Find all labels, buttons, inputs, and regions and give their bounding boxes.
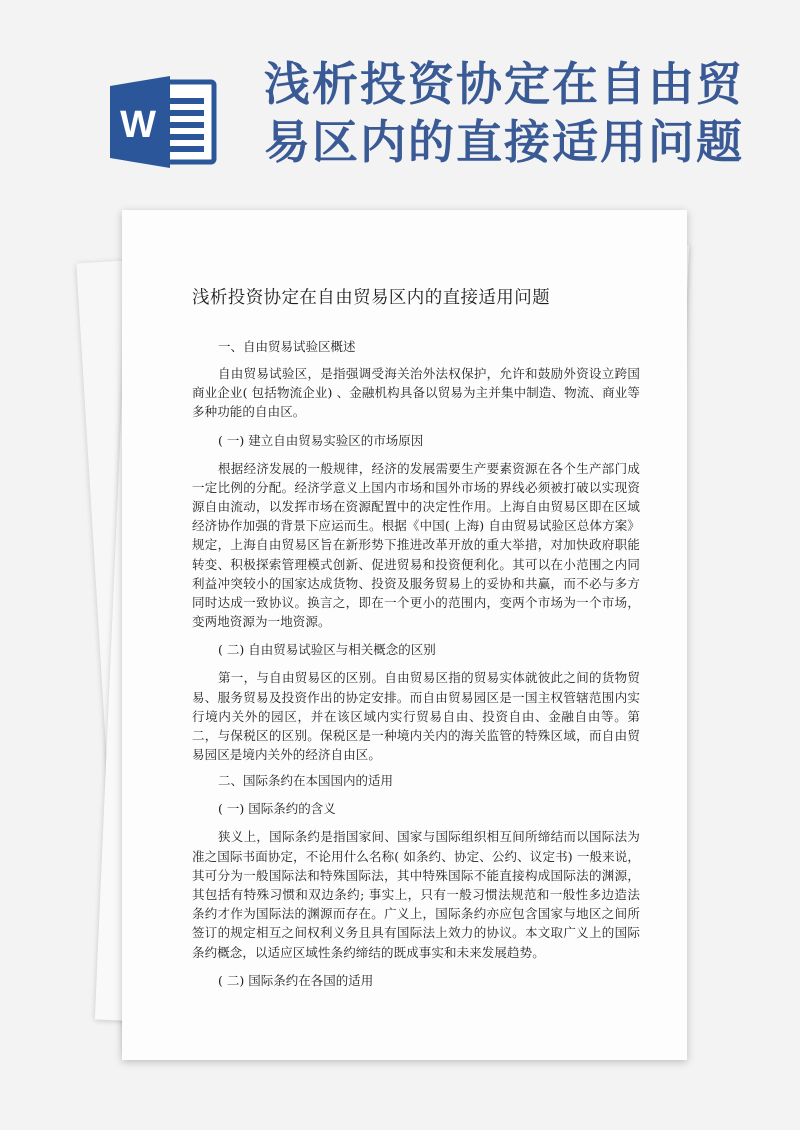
header-title xyxy=(264,55,784,171)
subsection-heading: ( 二) 国际条约在各国的适用 xyxy=(218,972,374,988)
paragraph: 根据经济发展的一般规律，经济的发展需要生产要素资源在各个生产部门成一定比例的分配。经济学意义上国内市场和国外市场的界线必须被打破以实现资源自由流动，以发挥市场在资源配置中的决定性作用。上海自由贸易区即在区域经济协作加强的背景下应运而生。根据《中国( 上海) 自由贸易试验区总体方案》规定，上海自由贸易区旨在新形势下推进改革开放的重大举措，对加快政府职能转变、积极探索管理模式创新、促进贸易和投资便利化。其可以在小范围之内同利益冲突较小的国家达成货物、投资及服务贸易上的妥协和共赢，而不必与多方同时达成一致协议。换言之，即在一个更小的范围内，变两个市场为一个市场，变两地资源为一地资源。 xyxy=(192,460,640,630)
paragraph: 狭义上，国际条约是指国家间、国家与国际组织相互间所缔结而以国际法为准之国际书面协定，不论用什么名称( 如条约、协定、公约、议定书) 一般来说，其可分为一般国际法和特殊国际法，其中特殊国际不能直接构成国际法的渊源，其包括有特殊习惯和双边条约; 事实上，只有一般习惯法规范和一般性多边造法条约才作为国际法的渊源而存在。广义上，国际条约亦应包含国家与地区之间所签订的规定相互之间权利义务且具有国际法上效力的协议。本文取广义上的国际条约概念，以适应区域性条约缔结的既成事实和未来发展趋势。 xyxy=(192,829,640,960)
section-heading: 一、自由贸易试验区概述 xyxy=(218,339,356,354)
paragraph: 第一，与自由贸易区的区别。自由贸易区指的贸易实体就彼此之间的货物贸易、服务贸易及投资作出的协定安排。而自由贸易园区是一国主权管辖范围内实行境内关外的园区，并在该区域内实行贸易自由、投资自由、金融自由等。第二，与保税区的区别。保税区是一种境内关内的海关监管的特殊区域，而自由贸易园区是境内关外的经济自由区。 xyxy=(192,670,640,763)
section-heading: 二、国际条约在本国国内的适用 xyxy=(218,773,394,789)
word-icon xyxy=(108,74,220,170)
document-title: 浅析投资协定在自由贸易区内的直接适用问题 xyxy=(192,288,550,308)
svg-text:W: W xyxy=(120,104,156,146)
header-title-line2: 易区内的直接适用问题 xyxy=(264,115,744,169)
paragraph: 自由贸易试验区，是指强调受海关治外法权保护，允许和鼓励外资设立跨国商业企业( 包括物流企业) 、金融机构具备以贸易为主并集中制造、物流、商业等多种功能的自由区。 xyxy=(192,366,640,420)
document-body xyxy=(192,284,640,999)
subsection-heading: ( 一) 国际条约的含义 xyxy=(218,801,336,817)
document-sections xyxy=(192,337,640,990)
subsection-heading: ( 一) 建立自由贸易实验区的市场原因 xyxy=(218,432,424,448)
header-title-line1: 浅析投资协定在自由贸 xyxy=(264,57,744,111)
subsection-heading: ( 二) 自由贸易试验区与相关概念的区别 xyxy=(218,642,436,658)
